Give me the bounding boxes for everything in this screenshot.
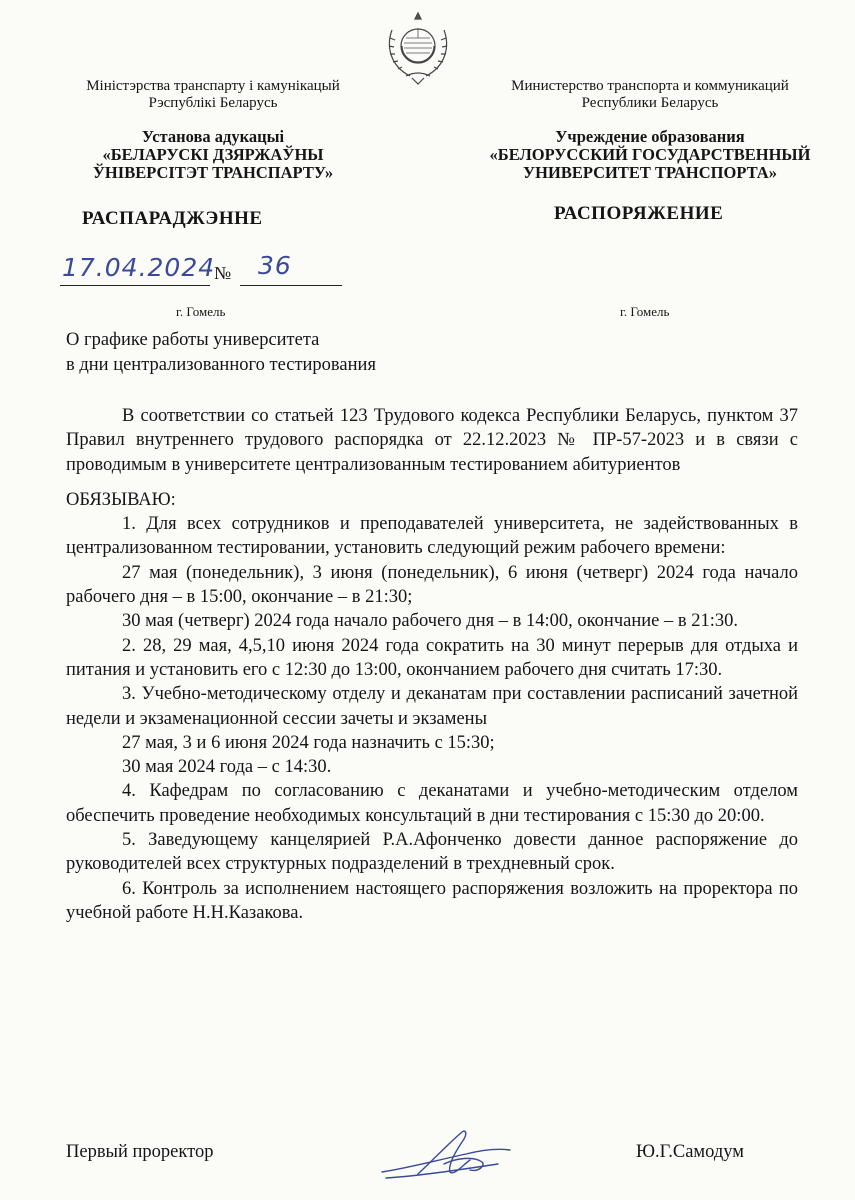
ministry-name-russian [470,78,830,112]
number-sign: № [214,263,232,283]
org-name-line1: «БЕЛАРУСКІ ДЗЯРЖАЎНЫ [102,145,324,164]
organization-block-russian [470,128,830,182]
state-emblem-icon [380,10,456,86]
handwritten-signature-icon [378,1120,518,1190]
republic-line: Республики Беларусь [581,95,719,111]
city-right: г. Гомель [620,304,670,319]
item-1b: 30 мая (четверг) 2024 года начало рабочего дня – в 14:00, окончание – в 21:30. [122,611,738,632]
document-body [66,404,798,925]
org-type: Учреждение образования [555,127,745,146]
item-1a: 27 мая (понедельник), 3 июня (понедельник), 6 июня (четверг) 2024 года начало рабочего дня – в 15:00, окончание – в 21:30; [66,562,798,608]
preamble-paragraph: В соответствии со статьей 123 Трудового кодекса Республики Беларусь, пунктом 37 Правил внутреннего трудового распорядка от 22.12.2023 № ПР-57-2023 и в связи с проводимым в университете централизованным тестированием абитуриентов [66,406,798,475]
date-underline [60,285,210,286]
item-3a: 27 мая, 3 и 6 июня 2024 года назначить с 15:30; [122,732,495,753]
number-underline [240,285,342,286]
item-5: 5. Заведующему канцелярией Р.А.Афонченко довести данное распоряжение до руководителей всех структурных подразделений в трехдневный срок. [66,830,798,875]
subject-line1: О графике работы университета [66,330,320,350]
item-6: 6. Контроль за исполнением настоящего распоряжения возложить на проректора по учебной работе Н.Н.Казакова. [66,878,798,923]
ministry-name-belarusian [48,78,378,112]
item-2: 2. 28, 29 мая, 4,5,10 июня 2024 года сократить на 30 минут перерыв для отдыха и питания и установить его с 12:30 до 13:00, окончанием рабочего дня считать 17:30. [66,635,798,680]
item-3: 3. Учебно-методическому отделу и деканатам при составлении расписаний зачетной недели и экзаменационной сессии зачеты и экзамены [66,684,798,729]
organization-block-belarusian [48,128,378,182]
republic-line: Рэспублікі Беларусь [148,95,278,111]
org-name-line2: ЎНІВЕРСІТЭТ ТРАНСПАРТУ» [92,163,334,182]
signatory-name: Ю.Г.Самодум [636,1142,744,1162]
doc-type-russian: РАСПОРЯЖЕНИЕ [554,203,724,224]
signatory-title: Первый проректор [66,1142,214,1162]
org-name-line2: УНИВЕРСИТЕТ ТРАНСПОРТА» [523,163,777,182]
item-1: 1. Для всех сотрудников и преподавателей университета, не задействованных в централизованном тестировании, установить следующий режим рабочего времени: [66,514,798,559]
item-3b: 30 мая 2024 года – с 14:30. [122,757,332,778]
handwritten-number: 36 [258,251,292,280]
doc-type-belarusian: РАСПАРАДЖЭННЕ [82,208,263,229]
city-left: г. Гомель [176,304,226,319]
handwritten-date: 17.04.2024 [62,253,216,282]
ministry-line: Міністэрства транспарту і камунікацый [86,78,340,94]
org-type: Установа адукацыі [141,127,285,146]
subject-line2: в дни централизованного тестирования [66,355,376,375]
ministry-line: Министерство транспорта и коммуникаций [511,78,789,94]
document-subject [66,328,376,378]
item-4: 4. Кафедрам по согласованию с деканатами и учебно-методическим отделом обеспечить проведение необходимых консультаций в дни тестирования с 15:30 до 20:00. [66,781,798,826]
directive-heading: ОБЯЗЫВАЮ: [66,489,176,510]
org-name-line1: «БЕЛОРУССКИЙ ГОСУДАРСТВЕННЫЙ [489,145,811,164]
